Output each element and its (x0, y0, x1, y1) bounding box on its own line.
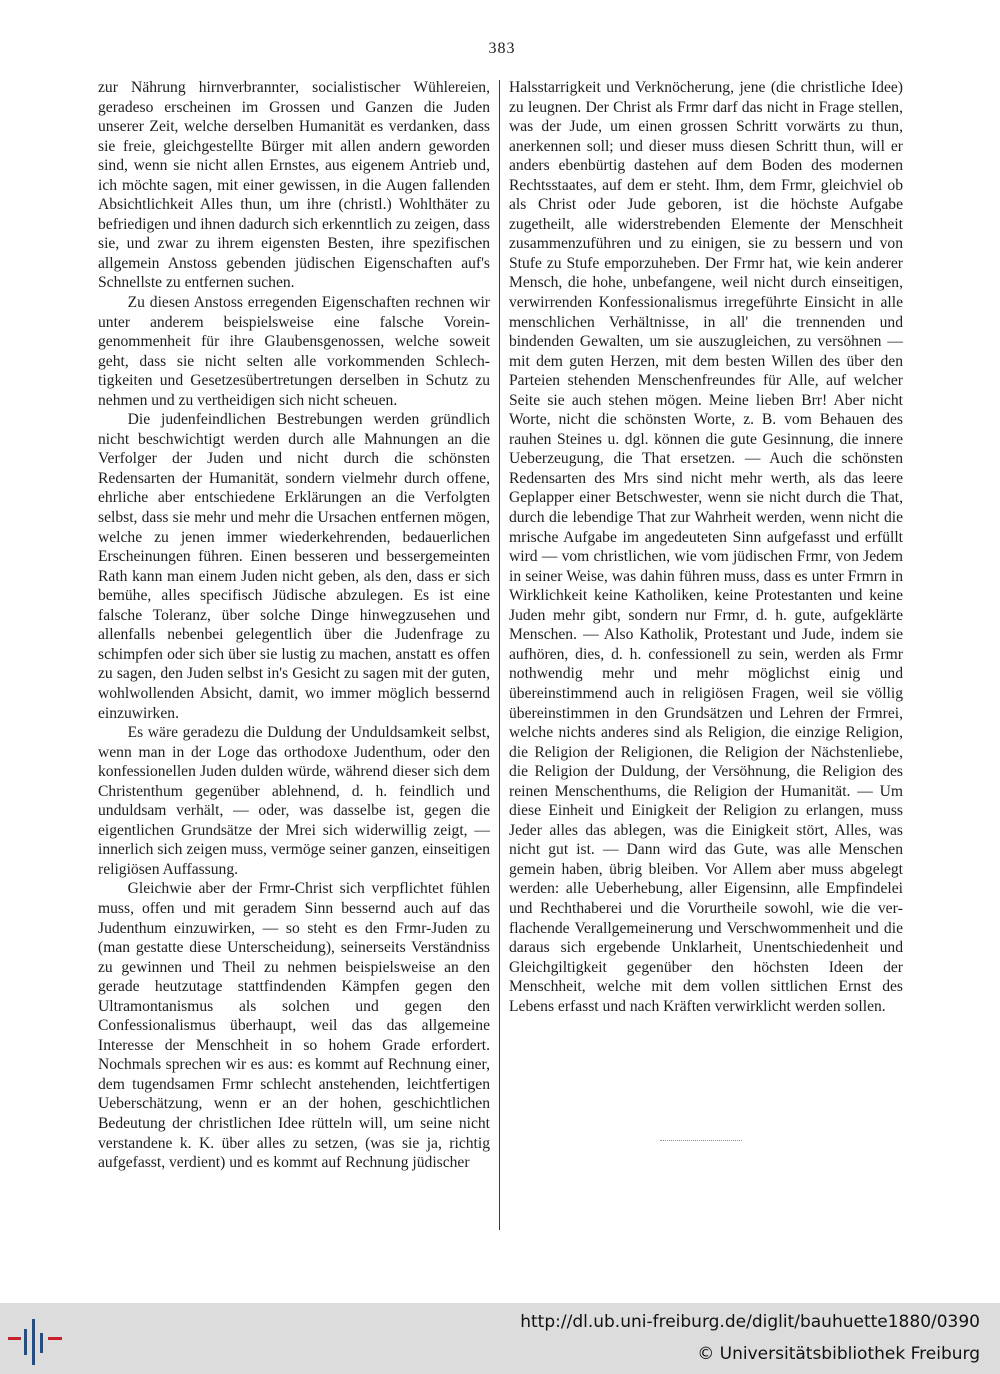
end-ornament (660, 1140, 742, 1143)
text-column-right (509, 78, 903, 1016)
copyright-notice: © Universitätsbibliothek Freiburg (697, 1344, 980, 1364)
source-url-link[interactable]: http://dl.ub.uni-freiburg.de/diglit/bauhuette1880/0390 (520, 1312, 980, 1332)
paragraph: Es wäre geradezu die Duldung der Unduldsamkeit selbst, wenn man in der Loge das orthodoxe Judenthum, oder den konfessionellen Juden dulden würde, während dieser sich dem Christenthum gegenüber ablehnend, d. h. feindlich und unduldsam verhält, — oder, was dasselbe ist, gegen die eigentlichen Grundsätze der Mrei sich widerwillig zeigt, — innerlich sich zeigen muss, vermöge seiner ganzen, einseitigen religiösen Auffassung. (98, 724, 490, 878)
paragraph: zur Nährung hirnverbrannter, socialistischer Wühlereien, geradeso erscheinen im Grossen und Ganzen die Juden unserer Zeit, welche derselben Humanität es verdanken, dass sie freie, gleichgestellte Bürger mit allen andern geworden sind, wenn sie nicht allen Ernstes, aus eigenem Antrieb und, ich möchte sagen, mit einer gewissen, in die Augen fallenden Absichtlichkeit Alles thun, um ihre (christl.) Wohlthäter zu befriedigen und ihnen dadurch sich erkenntlich zu zeigen, dass sie, und zwar zu ihrem eigensten Besten, ihre spezifischen allgemein Anstoss gebenden jüdischen Eigenschaften auf's Schnellste zu entfernen suchen. (98, 79, 490, 292)
paragraph: Die judenfeindlichen Bestrebungen werden gründlich nicht beschwichtigt werden durch alle Mahnungen an die Verfolger der Juden und nicht durch die schönsten Redensarten der Humanität, sondern vielmehr durch offene, ehrliche aber entschiedene Erklärungen an die Verfolgten selbst, dass sie mehr und mehr die Ursachen entfernen mögen, welche zu jenen immer wiederkehrenden, bedauerlichen Erscheinungen führen. Einen besseren und bessergemeinten Rath kann man einem Juden nicht geben, als den, dass er sich bemühe, alles specifisch Jüdische abzulegen. Es ist eine falsche Toleranz, über solche Dinge hinwegzusehen und allenfalls nebenbei gelegentlich über die Judenfrage zu schimpfen oder sich über sie lustig zu machen, anstatt es offen zu sagen, den Juden selbst in's Gesicht zu sagen mit der guten, wohlwollenden Absicht, damit, wo immer möglich bessernd einzuwirken. (98, 411, 490, 722)
paragraph: Zu diesen Anstoss erregenden Eigenschaften rechnen wir unter anderem beispielsweise eine falsche Voreingenommenheit für ihre Glaubensgenossen, welche soweit geht, dass sie nicht selten alle vorkommenden Schlechtigkeiten und Gesetzesübertretungen derselben in Schutz zu nehmen und zu vertheidigen sich nicht scheuen. (98, 294, 490, 409)
column-divider (499, 80, 500, 1230)
paragraph: Gleichwie aber der Frmr-Christ sich verpflichtet fühlen muss, offen und mit geradem Sinn bessernd auch auf das Judenthum einzuwirken, — so steht es den Frmr-Juden zu (man gestatte diese Unterscheidung), seinerseits Verständniss zu gewinnen und Theil zu nehmen beispielsweise an den gerade heutzutage stattfindenden Kämpfen gegen den Ultramontanismus als solchen und gegen den Confessionalismus überhaupt, weil das das allgemeine Interesse der Menschheit in so hohem Grade erfordert. Nochmals sprechen wir es aus: es kommt auf Rechnung einer, dem tugendsamen Frmr schlecht anstehenden, leichtfertigen Ueberschätzung, wenn er an der hohen, geschichtlichen Bedeutung der christlichen Idee rütteln will, um seine nicht verstandene k. K. über alles zu setzen, (was sie ja, richtig aufgefasst, verdient) und es kommt auf Rechnung jüdischer (98, 880, 490, 1172)
paragraph: Halsstarrigkeit und Verknöcherung, jene (die christliche Idee) zu leugnen. Der Christ als Frmr darf das nicht in Frage stellen, was der Jude, um einen grossen Schritt vorwärts zu thun, anerkennen soll; und dieser muss diesen Schritt thun, will er anders ebenbürtig dastehen auf dem Boden des modernen Rechtsstaates, auf dem er steht. Ihm, dem Frmr, gleichviel ob als Christ oder Jude geboren, ist die höchste Aufgabe zugetheilt, alle widerstrebenden Elemente der Menschheit zusammenzuführen und zu einigen, sie zu bessern und von Stufe zu Stufe emporzuheben. Der Frmr hat, wie kein anderer Mensch, die hohe, unbefangene, weil nicht durch einseitigen, verwirrenden Konfessionalismus irregeführte Einsicht in alle menschlichen Verhältnisse, in all' die trennenden und bindenden Gewalten, um sie auszugleichen, zu versöhnen — mit dem guten Herzen, mit dem besten Willen des über den Parteien stehenden Menschenfreundes für Alle, auf welcher Seite sie auch stehen mögen. Meine lieben Brr! Aber nicht Worte, nicht die schönsten Worte, z. B. vom Behauen des rauhen Steines u. dgl. können die gute Gesinnung, die innere Ueberzeugung, die That ersetzen. — Auch die schönsten Redensarten des Mrs sind nicht mehr werth, als das leere Geplapper einer Betschwester, wenn sie nicht durch die That, durch die lebendige That zur Wahrheit werden, wenn nicht die mrische Aufgabe im angedeuteten Sinn aufgefasst und erfüllt wird — vom christlichen, wie vom jüdischen Frmr, von Jedem in seiner Weise, was dahin führen muss, dass es unter Frmrn in Wirklichkeit keine Katholiken, keine Protestanten und keine Juden mehr gibt, sondern nur Frmr, d. h. gute, aufgeklärte Menschen. — Also Katholik, Protestant und Jude, indem sie aufhören, dies, d. h. confessionell zu sein, werden als Frmr nothwendig mehr und mehr möglichst einig und übereinstimmend auch in religiösen Fragen, weil sie völlig übereinstimmen in den Grundsätzen und Lehren der Frmrei, welche nichts anderes sind als Religion, die einzige Religion, die Religion der Religionen, die Religion der Nächstenliebe, die Religion der Duldung, der Versöhnung, die Religion des reinen Menschenthums, die Religion der Humanität. — Um diese Einheit und Einigkeit der Religion zu erlangen, muss Jeder alles das ablegen, was die Einigkeit stört, Alles, was nicht gut ist. — Dann wird das Gute, was alle Menschen gemein haben, übrig bleiben. Vor Allem aber muss abgelegt werden: alle Ueberhebung, aller Eigensinn, alle Empfindelei und Rechthaberei und die Vorurtheile sowohl, wie die verflachende Verallgemeinerung und Verschwommenheit und die daraus sich ergebende Unklarheit, Unentschiedenheit und Gleichgiltigkeit gegenüber den höchsten Ideen der Menschheit, welche mit dem vollen sittlichen Ernst des Lebens erfasst und nach Kräften verwirklicht werden sollen. (509, 79, 903, 1015)
footer-bar (0, 1303, 1000, 1374)
text-column-left (98, 78, 490, 1173)
ub-freiburg-logo-icon (8, 1315, 64, 1367)
page-number: 383 (488, 40, 516, 57)
